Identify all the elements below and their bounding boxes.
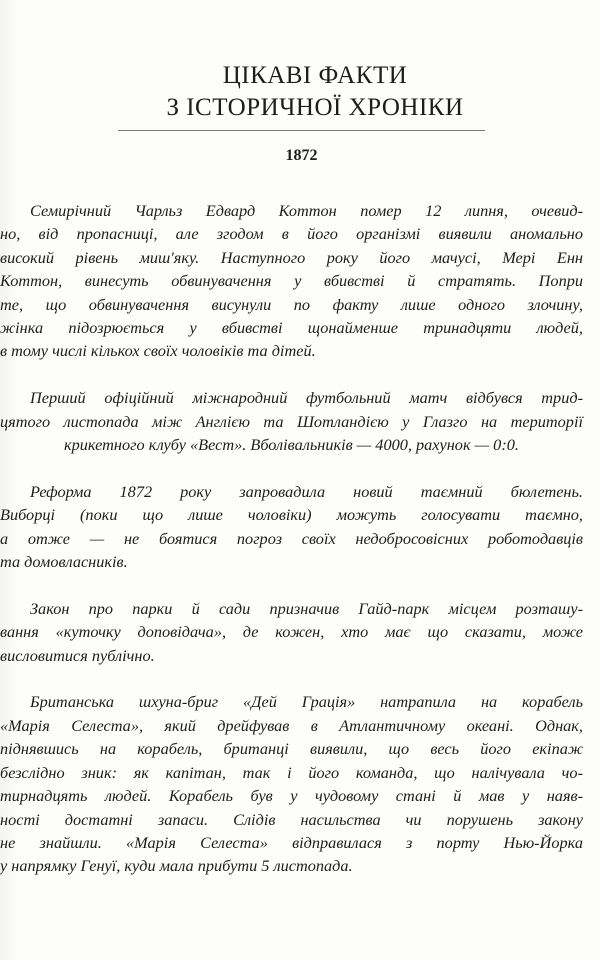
text-line: Коттон, винесуть обвинувачення у вбивстві й стратять. Попри [0,271,583,291]
text-line: Британська шхуна-бриг «Дей Грація» натрапила на корабель [30,692,583,712]
text-line: а отже — не боятися погроз своїх недобросовісних роботодавців [0,528,583,548]
year-heading: 1872 [285,147,318,164]
text-line: цятого листопада між Англією та Шотландією у Глазго на території [0,411,583,431]
text-line: піднявшись на корабель, британці виявили, що весь його екіпаж [0,739,583,759]
text-line: ності достатні запаси. Слідів насильства чи порушень закону [0,809,583,829]
text-line: Закон про парки й сади призначив Гайд-парк місцем розташу- [30,598,583,618]
text-line: Семирічний Чарльз Едвард Коттон помер 12 липня, очевид- [30,201,583,220]
text-line: «Марія Селеста», який дрейфував в Атлантичному океані. Однак, [0,715,583,735]
paragraph-football [0,386,583,456]
text-line: високий рівень миш'яку. Наступного року його мачусі, Мері Енн [0,247,583,267]
chapter-title [150,60,480,124]
text-line: у напрямку Генуї, куди мала прибути 5 листопада. [0,856,353,876]
text-line: безслідно зник: як капітан, так і його команда, що налічувала чо- [0,762,583,782]
chapter-title-line-2: З ІСТОРИЧНОЇ ХРОНІКИ [166,94,464,121]
text-line: но, від пропасниці, але згодом в його організмі виявили аномально [0,224,583,244]
text-line: тирнадцять людей. Корабель був у чудовому стані й мав у наяв- [0,786,583,806]
text-line: Виборці (поки що лише чоловіки) можуть голосувати таємно, [0,505,583,525]
text-line: в тому числі кількох своїх чоловіків та дітей. [0,341,316,361]
text-line: вання «куточку доповідача», де кожен, хто має що сказати, може [0,622,583,642]
paragraph-hyde-park [0,597,583,667]
title-divider [118,130,485,131]
paragraph-reform [0,480,583,574]
text-body [0,199,583,901]
text-line: Перший офіційний міжнародний футбольний матч відбувся трид- [30,388,583,408]
text-line: висловитися публічно. [0,645,155,665]
text-line: крикетного клубу «Вест». Вболівальників — 4000, рахунок — 0:0. [64,435,519,455]
chapter-title-line-1: ЦІКАВІ ФАКТИ [222,62,408,89]
text-line: те, що обвинувачення висунули по факту лише одного злочину, [0,294,583,314]
text-line: Реформа 1872 року запровадила новий таємний бюлетень. [30,481,583,501]
paragraph-mary-celeste [0,690,583,877]
text-line: не знайшли. «Марія Селеста» відправилася з порту Нью-Йорка [0,832,583,852]
text-line: та домовласників. [0,552,128,572]
text-line: жінка підозрюється у вбивстві щонайменше тринадцяти людей, [0,318,583,338]
paragraph-cotton [0,199,583,363]
